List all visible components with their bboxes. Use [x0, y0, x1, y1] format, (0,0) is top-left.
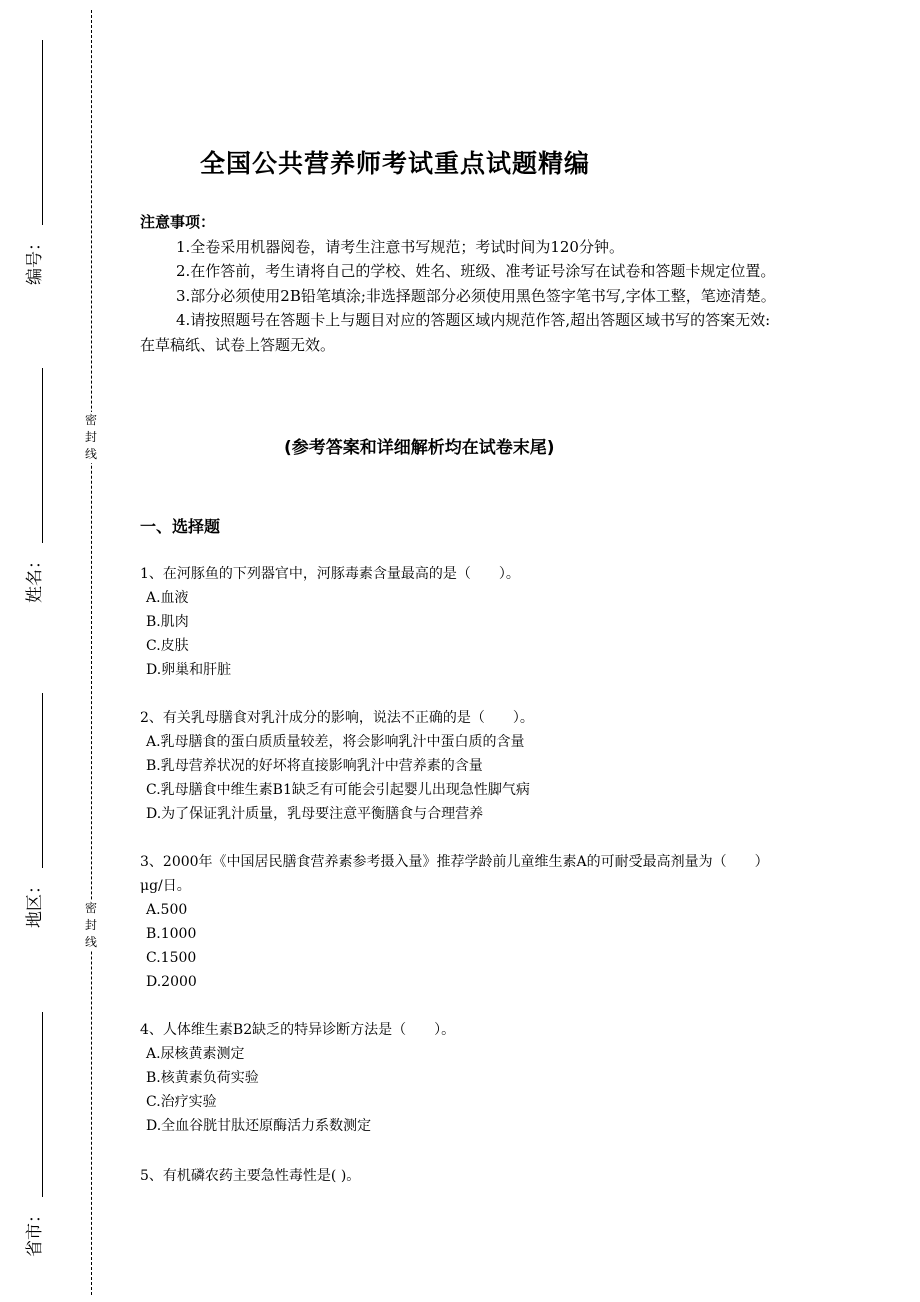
- seal-mark-upper: 密 封 线: [82, 412, 100, 463]
- notice-item: 4.请按照题号在答题卡上与题目对应的答题区域内规范作答,超出答题区域书写的答案无效:在草稿纸、试卷上答题无效。: [140, 311, 771, 354]
- question-option[interactable]: A.血液: [146, 590, 189, 606]
- field-province-label: 省市：: [25, 1206, 45, 1257]
- field-name: [20, 368, 50, 628]
- question-stem: 3、2000年《中国居民膳食营养素参考摄入量》推荐学龄前儿童维生素A的可耐受最高剂量为（ ）μg/日。: [140, 854, 769, 894]
- question-stem: 4、人体维生素B2缺乏的特异诊断方法是（ ）。: [140, 1022, 456, 1038]
- question-option[interactable]: D.为了保证乳汁质量，乳母要注意平衡膳食与合理营养: [146, 806, 484, 822]
- question-option[interactable]: B.1000: [146, 926, 197, 942]
- page-title: 全国公共营养师考试重点试题精编: [200, 149, 591, 178]
- notice-block: [140, 210, 785, 357]
- question-option[interactable]: D.全血谷胱甘肽还原酶活力系数测定: [146, 1118, 372, 1134]
- question-stem: 1、在河豚鱼的下列器官中，河豚毒素含量最高的是（ ）。: [140, 566, 520, 582]
- field-province-line[interactable]: [42, 1012, 43, 1197]
- question-option[interactable]: B.乳母营养状况的好坏将直接影响乳汁中营养素的含量: [146, 758, 483, 774]
- question-option[interactable]: C.皮肤: [146, 638, 189, 654]
- question-option[interactable]: A.乳母膳食的蛋白质质量较差，将会影响乳汁中蛋白质的含量: [146, 734, 525, 750]
- question-option[interactable]: B.核黄素负荷实验: [146, 1070, 259, 1086]
- answer-note: (参考答案和详细解析均在试卷末尾): [284, 438, 555, 458]
- question-3: [140, 850, 785, 994]
- field-region: [20, 693, 50, 948]
- seal-mark-lower: 密 封 线: [82, 900, 100, 951]
- question-option[interactable]: A.尿核黄素测定: [146, 1046, 245, 1062]
- question-stem: 2、有关乳母膳食对乳汁成分的影响，说法不正确的是（ ）。: [140, 710, 534, 726]
- notice-heading: 注意事项：: [140, 213, 216, 231]
- question-stem: 5、有机磷农药主要急性毒性是( )。: [140, 1168, 361, 1184]
- question-option[interactable]: D.2000: [146, 974, 197, 990]
- field-region-line[interactable]: [42, 693, 43, 868]
- binding-dashed-line: [91, 10, 92, 1295]
- question-option[interactable]: D.卵巢和肝脏: [146, 662, 232, 678]
- field-province: [20, 1012, 50, 1272]
- question-1: [140, 562, 785, 682]
- question-option[interactable]: C.乳母膳食中维生素B1缺乏有可能会引起婴儿出现急性脚气病: [146, 782, 530, 798]
- section-title: 一、选择题: [140, 517, 221, 536]
- notice-item: 3.部分必须使用2B铅笔填涂;非选择题部分必须使用黑色签字笔书写,字体工整，笔迹清楚。: [176, 286, 776, 305]
- field-name-label: 姓名：: [25, 552, 45, 603]
- question-option[interactable]: A.500: [146, 902, 188, 918]
- question-2: [140, 706, 785, 826]
- question-option[interactable]: B.肌肉: [146, 614, 189, 630]
- field-id-label: 编号：: [25, 234, 45, 285]
- field-region-label: 地区：: [25, 877, 45, 928]
- field-id: [20, 40, 50, 310]
- question-option[interactable]: C.治疗实验: [146, 1094, 217, 1110]
- question-5: [140, 1164, 785, 1188]
- notice-item: 1.全卷采用机器阅卷，请考生注意书写规范；考试时间为120分钟。: [176, 237, 624, 256]
- field-name-line[interactable]: [42, 368, 43, 543]
- question-option[interactable]: C.1500: [146, 950, 197, 966]
- field-id-line[interactable]: [42, 40, 43, 225]
- notice-item: 2.在作答前，考生请将自己的学校、姓名、班级、准考证号涂写在试卷和答题卡规定位置。: [176, 262, 776, 280]
- question-4: [140, 1018, 785, 1138]
